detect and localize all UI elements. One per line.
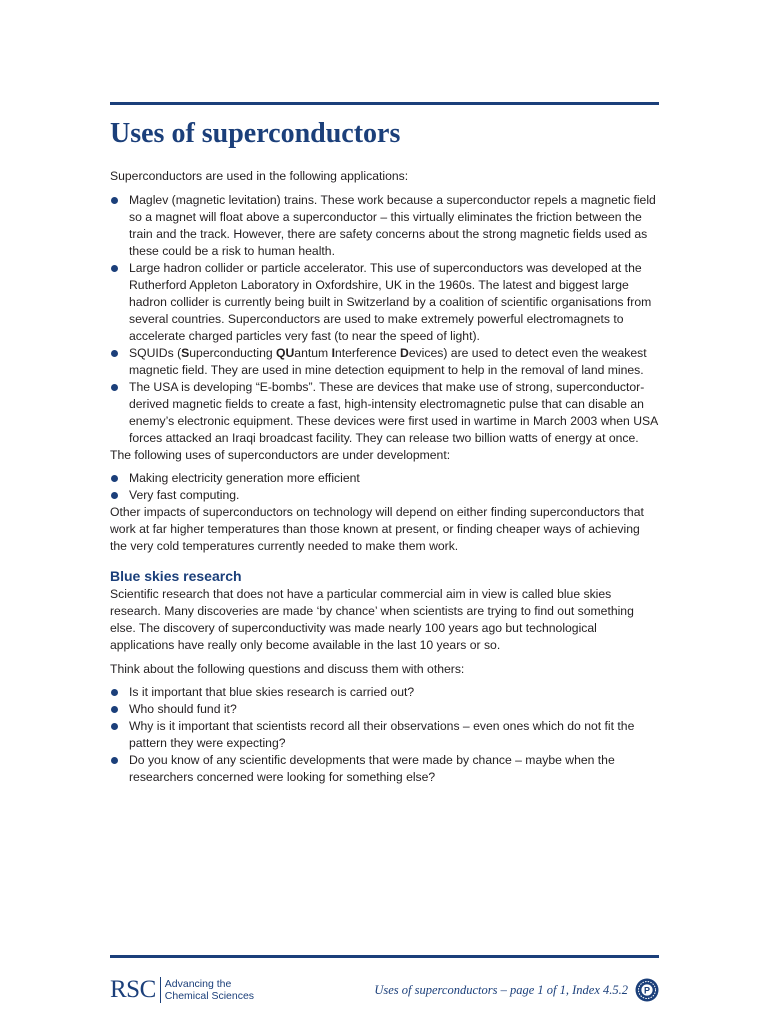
- blue-skies-paragraph: Scientific research that does not have a particular commercial aim in view is called blue skies research. Many discoveries are made ‘by chance’ when scientists are trying to find out something else. The discovery of superconductivity was made nearly 100 years ago but technological applications have really only become available in the last 10 years or so.: [110, 587, 634, 652]
- questions-prompt: Think about the following questions and discuss them with others:: [110, 662, 465, 676]
- logo-tagline: [165, 978, 254, 1002]
- section-heading: Blue skies research: [110, 568, 242, 584]
- text-run: SQUIDs (: [129, 346, 182, 360]
- bullet-icon: [111, 265, 118, 272]
- bottom-divider: [110, 955, 659, 958]
- list-item: [110, 684, 659, 701]
- bullet-icon: [111, 757, 118, 764]
- text-run: nterference: [334, 346, 400, 360]
- bullet-icon: [111, 492, 118, 499]
- text-run: uperconducting: [189, 346, 277, 360]
- bullet-icon: [111, 384, 118, 391]
- logo-divider: [160, 977, 161, 1003]
- list-item-text: Very fast computing.: [129, 488, 240, 502]
- questions-list: [110, 684, 659, 786]
- list-item-text: Why is it important that scientists record all their observations – even ones which do not fit the pattern they were expecting?: [129, 719, 635, 750]
- acronym-letter: I: [331, 346, 335, 360]
- acronym-letter: S: [181, 346, 190, 360]
- bullet-icon: [111, 350, 118, 357]
- list-item: [110, 260, 659, 345]
- list-item-text: Maglev (magnetic levitation) trains. These work because a superconductor repels a magnetic field so a magnet will float above a superconductor – this virtually eliminates the friction between the train and the track. However, there are safety concerns about the strong magnetic fields used as these could be a risk to human health.: [129, 193, 656, 258]
- intro-paragraph: Superconductors are used in the following applications:: [110, 169, 409, 183]
- bullet-icon: [111, 723, 118, 730]
- badge-letter: P: [643, 985, 651, 996]
- list-item-text: Large hadron collider or particle accelerator. This use of superconductors was developed at the Rutherford Appleton Laboratory in Oxfordshire, UK in the 1960s. The latest and biggest large hadron collider is currently being built in Switzerland by a coalition of scientific organisations from several countries. Superconductors are used to make extremely powerful electromagnets to accelerate charged particles very fast (to near the speed of light).: [129, 261, 652, 343]
- acronym-letter: D: [400, 346, 409, 360]
- list-item: [110, 718, 659, 752]
- periodic-badge-icon: [635, 978, 659, 1002]
- development-list: [110, 470, 659, 504]
- list-item-text: Making electricity generation more efficient: [129, 471, 360, 485]
- logo-tagline-line-2: Chemical Sciences: [164, 990, 255, 1002]
- list-item-text: The USA is developing “E-bombs”. These are devices that make use of strong, superconductor-derived magnetic fields to create a fast, high-intensity electromagnetic pulse that can disable an enemy’s electronic equipment. These devices were first used in wartime in March 2003 when USA forces attacked an Iraqi broadcast facility. They can release two billion watts of energy at once.: [129, 380, 658, 445]
- text-run: antum: [294, 346, 332, 360]
- list-item: [110, 752, 659, 786]
- text-run: evices) are used to detect even the weakest magnetic field. They are used in mine detection equipment to help in the removal of land mines.: [129, 346, 647, 377]
- list-item-text: [129, 346, 647, 377]
- list-item: [110, 470, 659, 487]
- bullet-icon: [111, 689, 118, 696]
- development-intro: The following uses of superconductors are under development:: [110, 448, 451, 462]
- page-title: Uses of superconductors: [110, 118, 401, 149]
- bullet-icon: [111, 706, 118, 713]
- list-item-text: Is it important that blue skies research is carried out?: [129, 685, 415, 699]
- top-divider: [110, 102, 659, 105]
- list-item-text: Do you know of any scientific developments that were made by chance – maybe when the researchers concerned were looking for something else?: [129, 753, 615, 784]
- document-page: [110, 0, 659, 1024]
- logo-wordmark: RSC: [110, 976, 156, 1003]
- list-item-text: Who should fund it?: [129, 702, 237, 716]
- rsc-logo: [110, 976, 254, 1004]
- list-item: [110, 487, 659, 504]
- acronym-letter: QU: [276, 346, 295, 360]
- list-item: [110, 379, 659, 447]
- list-item: [110, 701, 659, 718]
- list-item: [110, 345, 659, 379]
- bullet-icon: [111, 197, 118, 204]
- document-body: [110, 168, 659, 786]
- applications-list: [110, 192, 659, 447]
- impacts-paragraph: Other impacts of superconductors on technology will depend on either finding superconductors that work at far higher temperatures than those known at present, or finding cheaper ways of achieving the very cold temperatures currently needed to make them work.: [110, 505, 644, 553]
- page-footer-label: Uses of superconductors – page 1 of 1, Index 4.5.2: [374, 983, 628, 997]
- bullet-icon: [111, 475, 118, 482]
- logo-tagline-line-1: Advancing the: [164, 978, 232, 990]
- list-item: [110, 192, 659, 260]
